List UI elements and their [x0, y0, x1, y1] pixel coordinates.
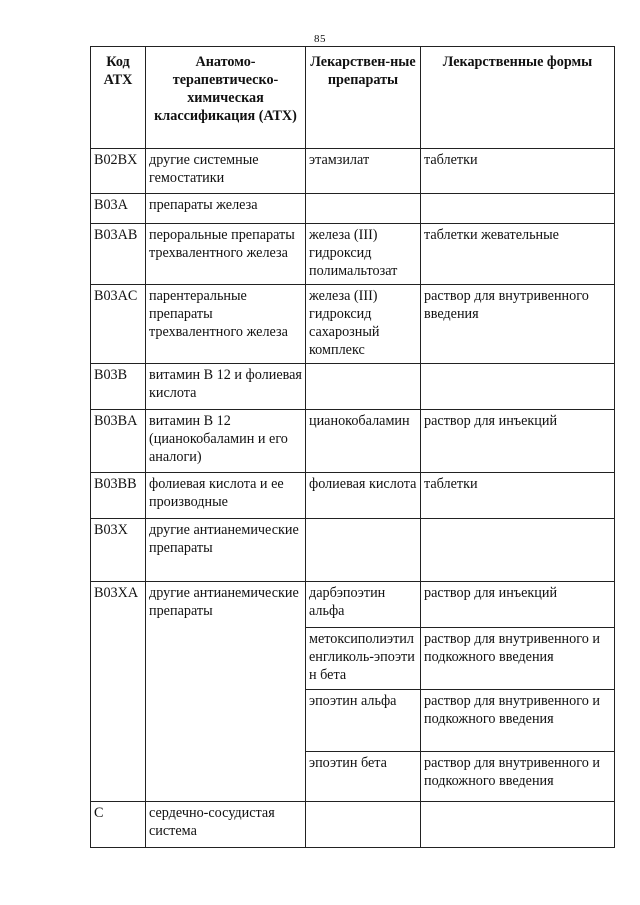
- header-form: Лекарственные формы: [421, 47, 615, 149]
- cell-form: раствор для внутривенного и подкожного введения: [421, 752, 615, 802]
- cell-form: таблетки: [421, 149, 615, 194]
- table-header-row: [91, 47, 615, 149]
- cell-form: [421, 364, 615, 410]
- cell-classification: сердечно-сосудистая система: [146, 802, 306, 848]
- header-drug: Лекарствен-ные препараты: [306, 47, 421, 149]
- table-row: [91, 285, 615, 364]
- cell-drug: цианокобаламин: [306, 410, 421, 473]
- cell-form: таблетки: [421, 473, 615, 519]
- table-row: [91, 194, 615, 224]
- cell-code: B03BA: [91, 410, 146, 473]
- table-row: [91, 582, 615, 628]
- table-row: [91, 802, 615, 848]
- cell-code: B03BB: [91, 473, 146, 519]
- cell-classification: фолиевая кислота и ее производные: [146, 473, 306, 519]
- cell-classification: витамин В 12 (цианокобаламин и его аналоги): [146, 410, 306, 473]
- cell-code: B03AC: [91, 285, 146, 364]
- cell-code: B03B: [91, 364, 146, 410]
- cell-drug: железа (III) гидроксид сахарозный комплекс: [306, 285, 421, 364]
- header-classification: Анатомо-терапевтическо-химическая классификация (АТХ): [146, 47, 306, 149]
- cell-drug: [306, 194, 421, 224]
- cell-code: B03X: [91, 519, 146, 582]
- table-row: [91, 410, 615, 473]
- table-row: [91, 473, 615, 519]
- table-row: [91, 149, 615, 194]
- cell-drug: [306, 519, 421, 582]
- cell-classification: другие антианемические препараты: [146, 519, 306, 582]
- cell-drug: [306, 802, 421, 848]
- table-row: [91, 364, 615, 410]
- cell-code: C: [91, 802, 146, 848]
- cell-form: раствор для инъекций: [421, 582, 615, 628]
- cell-code: B03AB: [91, 224, 146, 285]
- cell-form: [421, 194, 615, 224]
- cell-classification: пероральные препараты трехвалентного железа: [146, 224, 306, 285]
- page-number: 85: [314, 33, 326, 45]
- cell-drug: метоксиполиэтиленгликоль-эпоэтин бета: [306, 628, 421, 690]
- cell-form: таблетки жевательные: [421, 224, 615, 285]
- cell-code: B03XA: [91, 582, 146, 802]
- cell-code: B02BX: [91, 149, 146, 194]
- cell-form: раствор для внутривенного и подкожного введения: [421, 690, 615, 752]
- table-row: [91, 224, 615, 285]
- cell-code: B03A: [91, 194, 146, 224]
- cell-classification: препараты железа: [146, 194, 306, 224]
- cell-form: [421, 802, 615, 848]
- cell-form: раствор для внутривенного введения: [421, 285, 615, 364]
- cell-drug: железа (III) гидроксид полимальтозат: [306, 224, 421, 285]
- cell-classification: другие системные гемостатики: [146, 149, 306, 194]
- cell-drug: фолиевая кислота: [306, 473, 421, 519]
- header-code: Код АТХ: [91, 47, 146, 149]
- cell-drug: дарбэпоэтин альфа: [306, 582, 421, 628]
- atx-table: [90, 46, 615, 848]
- cell-classification: витамин В 12 и фолиевая кислота: [146, 364, 306, 410]
- cell-drug: [306, 364, 421, 410]
- table-row: [91, 519, 615, 582]
- cell-classification: парентеральные препараты трехвалентного железа: [146, 285, 306, 364]
- cell-form: [421, 519, 615, 582]
- cell-drug: эпоэтин альфа: [306, 690, 421, 752]
- cell-classification: другие антианемические препараты: [146, 582, 306, 802]
- cell-form: раствор для внутривенного и подкожного введения: [421, 628, 615, 690]
- cell-drug: этамзилат: [306, 149, 421, 194]
- cell-drug: эпоэтин бета: [306, 752, 421, 802]
- cell-form: раствор для инъекций: [421, 410, 615, 473]
